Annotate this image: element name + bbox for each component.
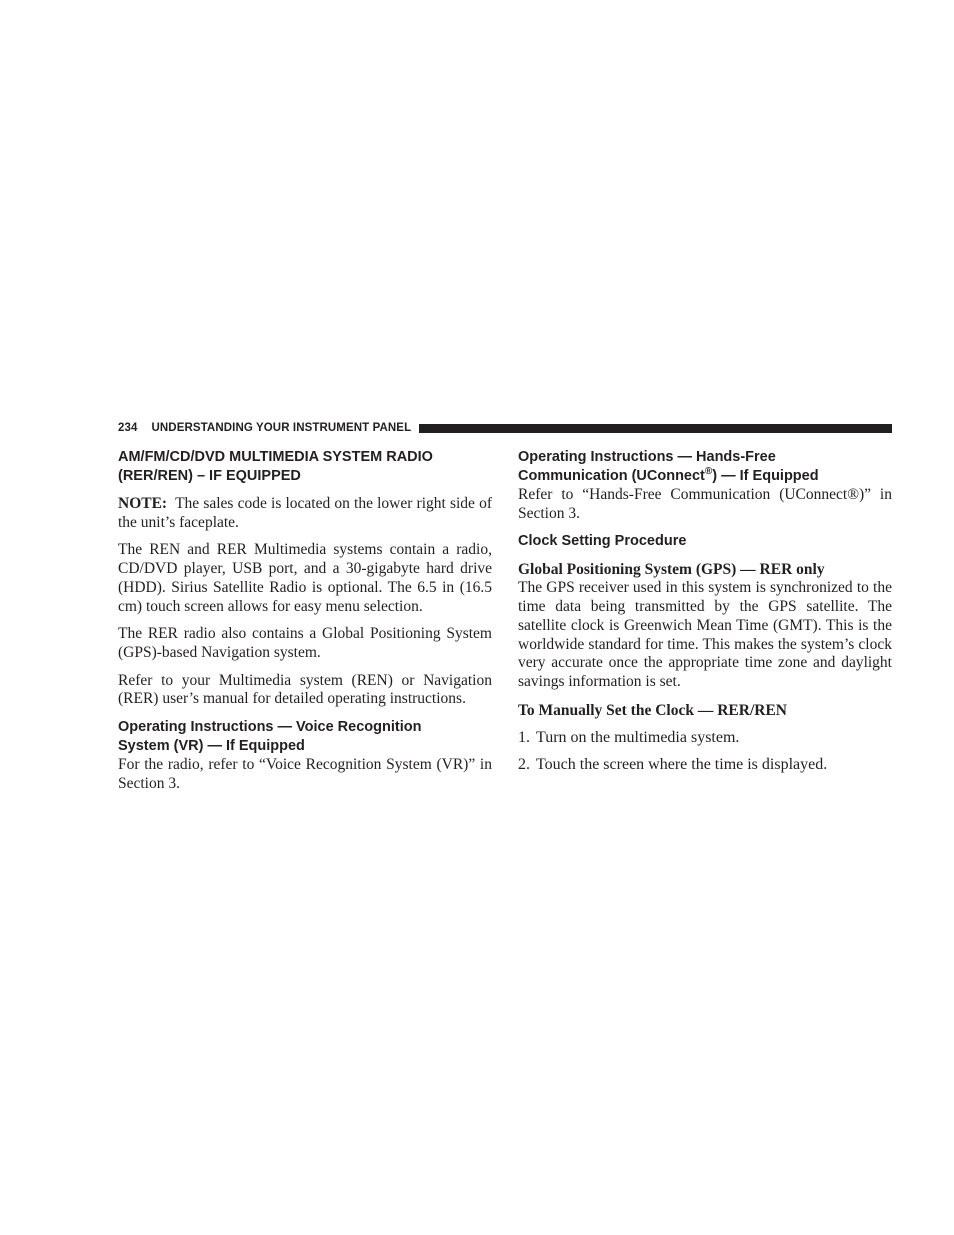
- list-item: 2. Touch the screen where the time is displayed.: [518, 755, 828, 773]
- section-title: UNDERSTANDING YOUR INSTRUMENT PANEL: [151, 422, 412, 434]
- note-paragraph: [118, 495, 492, 532]
- voice-recognition-paragraph: For the radio, refer to “Voice Recognition System (VR)” in Section 3.: [118, 756, 492, 792]
- list-item: 1. Turn on the multimedia system.: [518, 728, 740, 746]
- page-number: 234: [118, 422, 138, 434]
- hands-free-paragraph: Refer to “Hands-Free Communication (UConnect®)” in Section 3.: [518, 486, 892, 522]
- multimedia-paragraph: The REN and RER Multimedia systems contain a radio, CD/DVD player, USB port, and a 30-gigabyte hard drive (HDD). Sirius Satellite Radio is optional. The 6.5 in (16.5 cm) touch screen allows for easy menu selection.: [118, 541, 492, 615]
- page-header: [118, 420, 892, 436]
- hands-free-heading: Operating Instructions — Hands-Free Communication (UConnect®) — If Equipped: [518, 449, 819, 484]
- note-label: NOTE:: [118, 495, 168, 512]
- radio-heading: AM/FM/CD/DVD MULTIMEDIA SYSTEM RADIO (RER/REN) – IF EQUIPPED: [118, 449, 433, 484]
- clock-setting-heading: Clock Setting Procedure: [518, 533, 687, 550]
- gps-paragraph: The RER radio also contains a Global Positioning System (GPS)-based Navigation system.: [118, 625, 492, 661]
- left-column: [118, 448, 492, 793]
- note-text: The sales code is located on the lower right side of the unit’s faceplate.: [118, 495, 492, 531]
- right-column: [518, 448, 892, 774]
- registered-mark: ®: [704, 466, 713, 478]
- manual-paragraph: Refer to your Multimedia system (REN) or Navigation (RER) user’s manual for detailed operating instructions.: [118, 671, 492, 708]
- gps-clock-paragraph: The GPS receiver used in this system is synchronized to the time data being transmitted by the GPS satellite. The satellite clock is Greenwich Mean Time (GMT). This is the worldwide standard for time. This makes the system’s clock very accurate once the appropriate time zone and daylight savings information is set.: [518, 579, 892, 690]
- voice-recognition-heading: Operating Instructions — Voice Recognition System (VR) — If Equipped: [118, 719, 422, 755]
- gps-heading: Global Positioning System (GPS) — RER only: [518, 561, 825, 579]
- header-rule: [419, 424, 892, 433]
- manual-clock-heading: To Manually Set the Clock — RER/REN: [518, 701, 787, 719]
